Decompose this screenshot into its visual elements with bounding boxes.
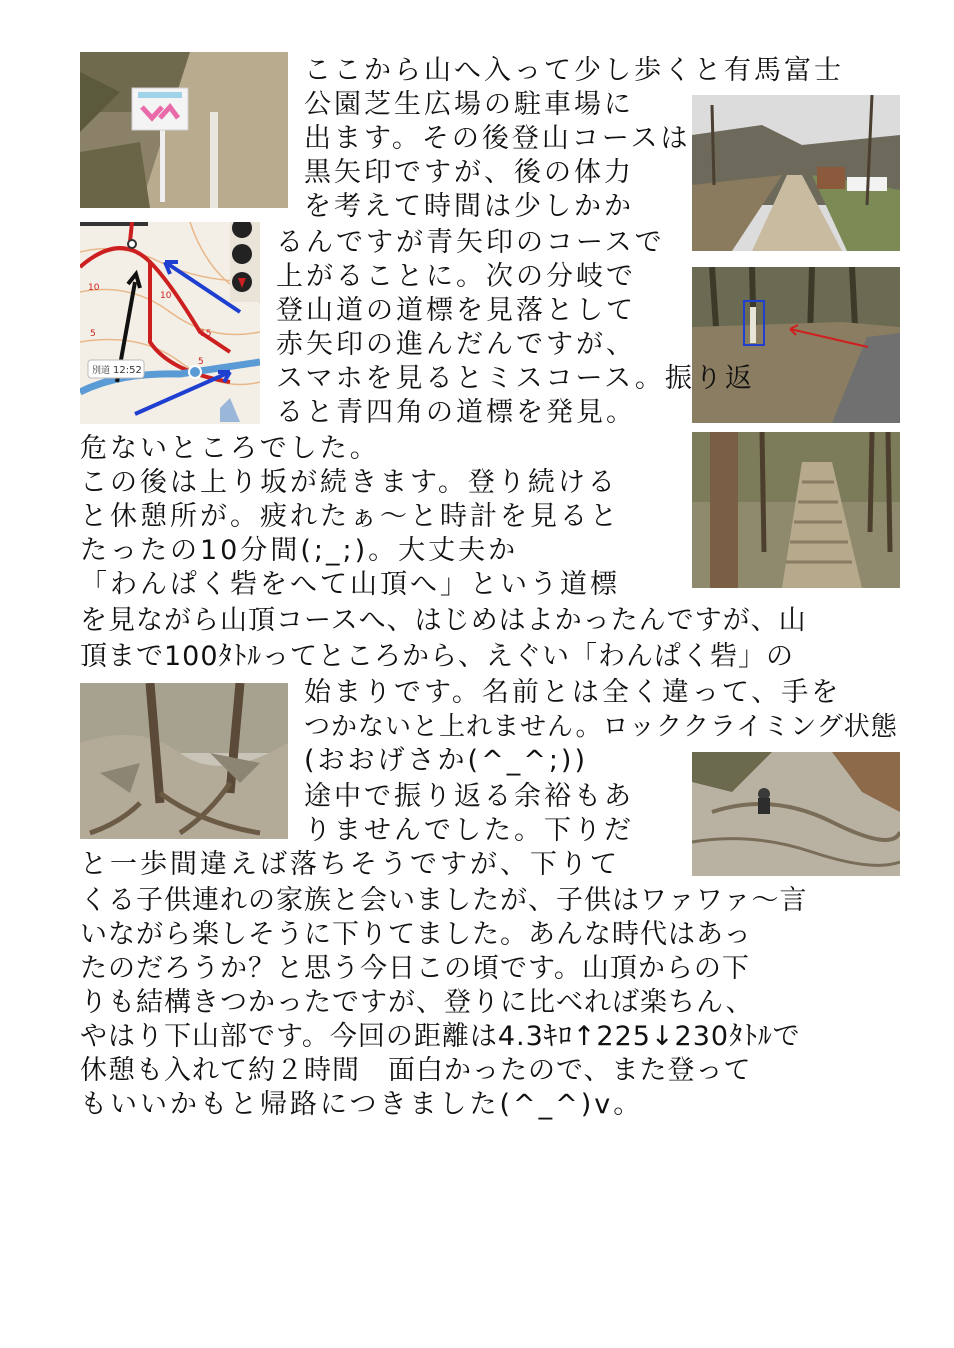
text-line: 休憩も入れて約２時間 面白かったので、また登って — [80, 1055, 752, 1086]
trail-map-screenshot — [80, 222, 260, 424]
text-line: と休憩所が。疲れたぁ～と時計を見ると — [80, 501, 620, 532]
svg-text:10: 10 — [88, 283, 100, 293]
map-place-label: 別道 — [92, 366, 111, 376]
text-line: 始まりです。名前とは全く違って、手を — [304, 677, 842, 708]
text-line: 出ます。その後登山コースは — [304, 123, 691, 154]
text-line: この後は上り坂が続きます。登り続ける — [80, 467, 618, 498]
text-line: 登山道の道標を見落として — [276, 295, 636, 326]
text-line: くる子供連れの家族と会いましたが、子供はワァワァ～言 — [80, 885, 808, 916]
text-line: 上がることに。次の分岐で — [276, 261, 636, 292]
text-line: 頂まで100ﾀﾄﾙってところから、えぐい「わんぱく砦」の — [80, 641, 795, 672]
text-line: りませんでした。下りだ — [304, 815, 634, 846]
svg-text:10: 10 — [160, 291, 172, 301]
text-line: やはり下山部です。今回の距離は4.3ｷﾛ↑225↓230ﾀﾄﾙで — [80, 1021, 801, 1052]
text-line: 危ないところでした。 — [80, 433, 380, 464]
svg-text:5: 5 — [198, 357, 204, 367]
map-time-label: 12:52 — [113, 365, 142, 376]
text-line: いながら楽しそうに下りてました。あんな時代はあっ — [80, 919, 752, 950]
text-line: (おおげさか(^_^;)) — [304, 745, 588, 776]
rocky-roots-photo — [80, 683, 288, 839]
text-line: るんですが青矢印のコースで — [276, 227, 665, 258]
text-line: を考えて時間は少しかか — [304, 191, 634, 222]
text-line: スマホを見るとミスコース。振り返 — [276, 363, 755, 394]
text-line: と一歩間違えば落ちそうですが、下りて — [80, 849, 620, 880]
text-line: りも結構きつかったですが、登りに比べれば楽ちん、 — [80, 987, 754, 1018]
parking-road-photo — [692, 95, 900, 251]
text-line: たったの10分間(;_;)。大丈夫か — [80, 535, 519, 566]
text-line: ると青四角の道標を発見。 — [276, 397, 636, 428]
text-line: 途中で振り返る余裕もあ — [304, 781, 634, 812]
text-line: もいいかもと帰路につきました(^_^)v。 — [80, 1089, 644, 1120]
text-line: 赤矢印の進んだんですが、 — [276, 329, 636, 360]
text-line: たのだろうか？と思う今日この頃です。山頂からの下 — [80, 953, 750, 984]
text-line: 「わんぱく砦をへて山頂へ」という道標 — [80, 569, 620, 600]
text-line: 公園芝生広場の駐車場に — [304, 89, 634, 120]
text-line: つかないと上れません。ロッククライミング状態 — [304, 712, 898, 742]
svg-text:15: 15 — [200, 329, 212, 339]
text-line: を見ながら山頂コースへ、はじめはよかったんですが、山 — [80, 605, 807, 636]
text-line: ここから山へ入って少し歩くと有馬富士 — [304, 55, 844, 86]
svg-text:5: 5 — [90, 329, 96, 339]
trail-sign-photo — [80, 52, 288, 208]
forest-stairs-photo — [692, 432, 900, 588]
signpost-road-photo — [692, 267, 900, 423]
rock-climb-photo — [692, 752, 900, 876]
text-line: 黒矢印ですが、後の体力 — [304, 157, 634, 188]
